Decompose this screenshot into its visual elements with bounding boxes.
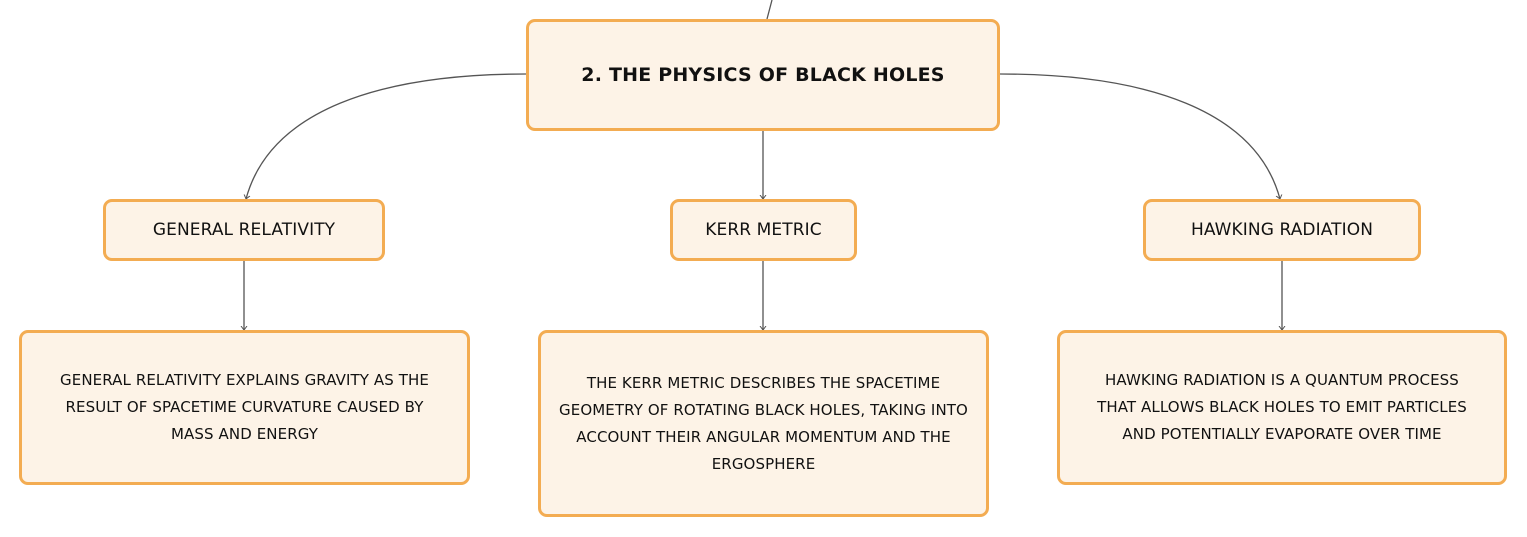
- topic-node-general-relativity[interactable]: [103, 199, 385, 261]
- detail-node-general-relativity[interactable]: [19, 330, 470, 485]
- connector-main-to-hawking-radiation: [1000, 74, 1280, 199]
- main-topic-node[interactable]: [526, 19, 1000, 131]
- topic-node-kerr-metric[interactable]: [670, 199, 857, 261]
- topic-label-hawking-radiation: HAWKING RADIATION: [1190, 220, 1374, 240]
- topic-node-hawking-radiation[interactable]: [1143, 199, 1421, 261]
- incoming-connector: [767, 0, 772, 19]
- main-topic-label: 2. THE PHYSICS OF BLACK HOLES: [581, 64, 945, 86]
- detail-node-kerr-metric[interactable]: [538, 330, 989, 517]
- topic-label-general-relativity: GENERAL RELATIVITY: [152, 220, 336, 240]
- detail-node-hawking-radiation[interactable]: [1057, 330, 1507, 485]
- detail-text-kerr-metric: THE KERR METRIC DESCRIBES THE SPACETIME GEOMETRY OF ROTATING BLACK HOLES, TAKING INTO ACCOUNT THEIR ANGULAR MOMENTUM AND THE ERGOSPHERE: [559, 373, 968, 473]
- detail-text-hawking-radiation: HAWKING RADIATION IS A QUANTUM PROCESS THAT ALLOWS BLACK HOLES TO EMIT PARTICLES AND POTENTIALLY EVAPORATE OVER TIME: [1097, 371, 1467, 443]
- detail-text-general-relativity: GENERAL RELATIVITY EXPLAINS GRAVITY AS THE RESULT OF SPACETIME CURVATURE CAUSED BY MASS AND ENERGY: [60, 371, 429, 443]
- topic-label-kerr-metric: KERR METRIC: [705, 220, 822, 240]
- connector-main-to-general-relativity: [246, 74, 526, 199]
